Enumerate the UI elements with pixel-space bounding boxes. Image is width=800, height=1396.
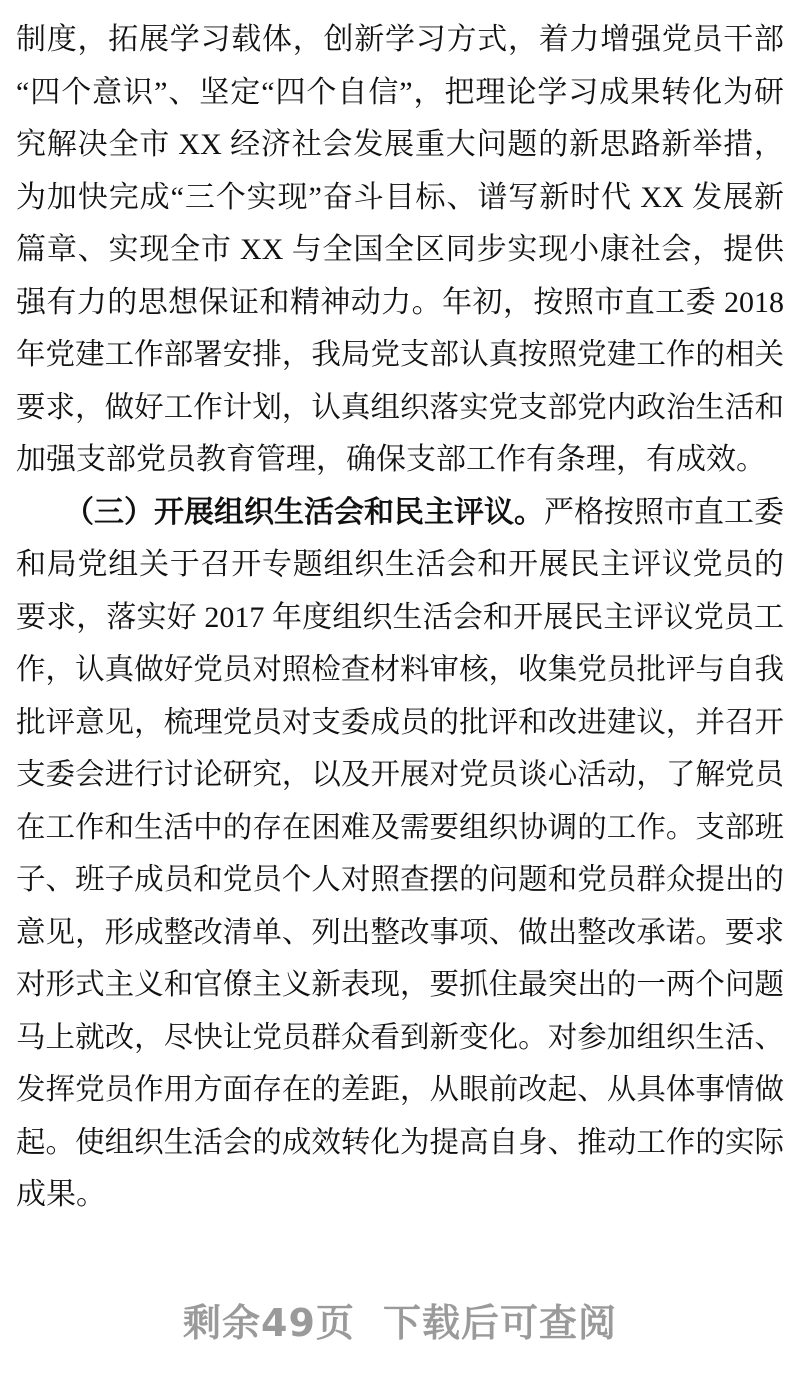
paragraph-1 xyxy=(16,14,784,487)
remaining-pages-label[interactable]: 剩余49页 xyxy=(183,1301,355,1345)
download-prompt-banner[interactable] xyxy=(0,1292,800,1347)
text-line: 马上就改，尽快让党员群众看到新变化。对参加组织生活、 xyxy=(16,1021,784,1054)
text-line: 要求，做好工作计划，认真组织落实党支部党内政治生活和 xyxy=(16,391,784,424)
text-line: 篇章、实现全市 XX 与全国全区同步实现小康社会，提供 xyxy=(16,233,784,266)
text-line: 支委会进行讨论研究，以及开展对党员谈心活动，了解党员 xyxy=(16,759,784,791)
text-line: 为加快完成“三个实现”奋斗目标、谱写新时代 XX 发展新 xyxy=(16,180,784,214)
text-line: 强有力的思想保证和精神动力。年初，按照市直工委 2018 xyxy=(16,285,784,319)
text-line: 制度，拓展学习载体，创新学习方式，着力增强党员干部 xyxy=(16,23,784,56)
text-line: 和局党组关于召开专题组织生活会和开展民主评议党员的 xyxy=(16,548,784,581)
document-body xyxy=(16,14,784,1222)
text-line: 究解决全市 XX 经济社会发展重大问题的新思路新举措， xyxy=(16,128,784,161)
text-line: 子、班子成员和党员个人对照查摆的问题和党员群众提出的 xyxy=(16,864,784,896)
text-span: 严格按照市直工委 xyxy=(544,495,784,529)
section-heading: （三）开展组织生活会和民主评议。 xyxy=(64,495,544,529)
text-line: 加强支部党员教育管理，确保支部工作有条理，有成效。 xyxy=(16,443,766,476)
paragraph-2 xyxy=(16,487,784,1222)
text-line: “四个意识”、坚定“四个自信”，把理论学习成果转化为研 xyxy=(16,75,784,109)
text-line: 作，认真做好党员对照检查材料审核，收集党员批评与自我 xyxy=(16,654,784,686)
text-line: 发挥党员作用方面存在的差距，从眼前改起、从具体事情做 xyxy=(16,1074,784,1106)
text-line: 年党建工作部署安排，我局党支部认真按照党建工作的相关 xyxy=(16,339,784,371)
text-line: 起。使组织生活会的成效转化为提高自身、推动工作的实际 xyxy=(16,1126,784,1159)
text-line: 批评意见，梳理党员对支委成员的批评和改进建议，并召开 xyxy=(16,706,784,739)
download-to-view-label[interactable]: 下载后可查阅 xyxy=(382,1301,617,1345)
text-line: 意见，形成整改清单、列出整改事项、做出整改承诺。要求 xyxy=(16,916,784,949)
text-line: 成果。 xyxy=(16,1178,106,1211)
text-line: 要求，落实好 2017 年度组织生活会和开展民主评议党员工 xyxy=(16,600,784,634)
text-line: 对形式主义和官僚主义新表现，要抓住最突出的一两个问题 xyxy=(16,969,784,1001)
text-line: 在工作和生活中的存在困难及需要组织协调的工作。支部班 xyxy=(16,811,784,844)
text-line xyxy=(16,487,784,540)
